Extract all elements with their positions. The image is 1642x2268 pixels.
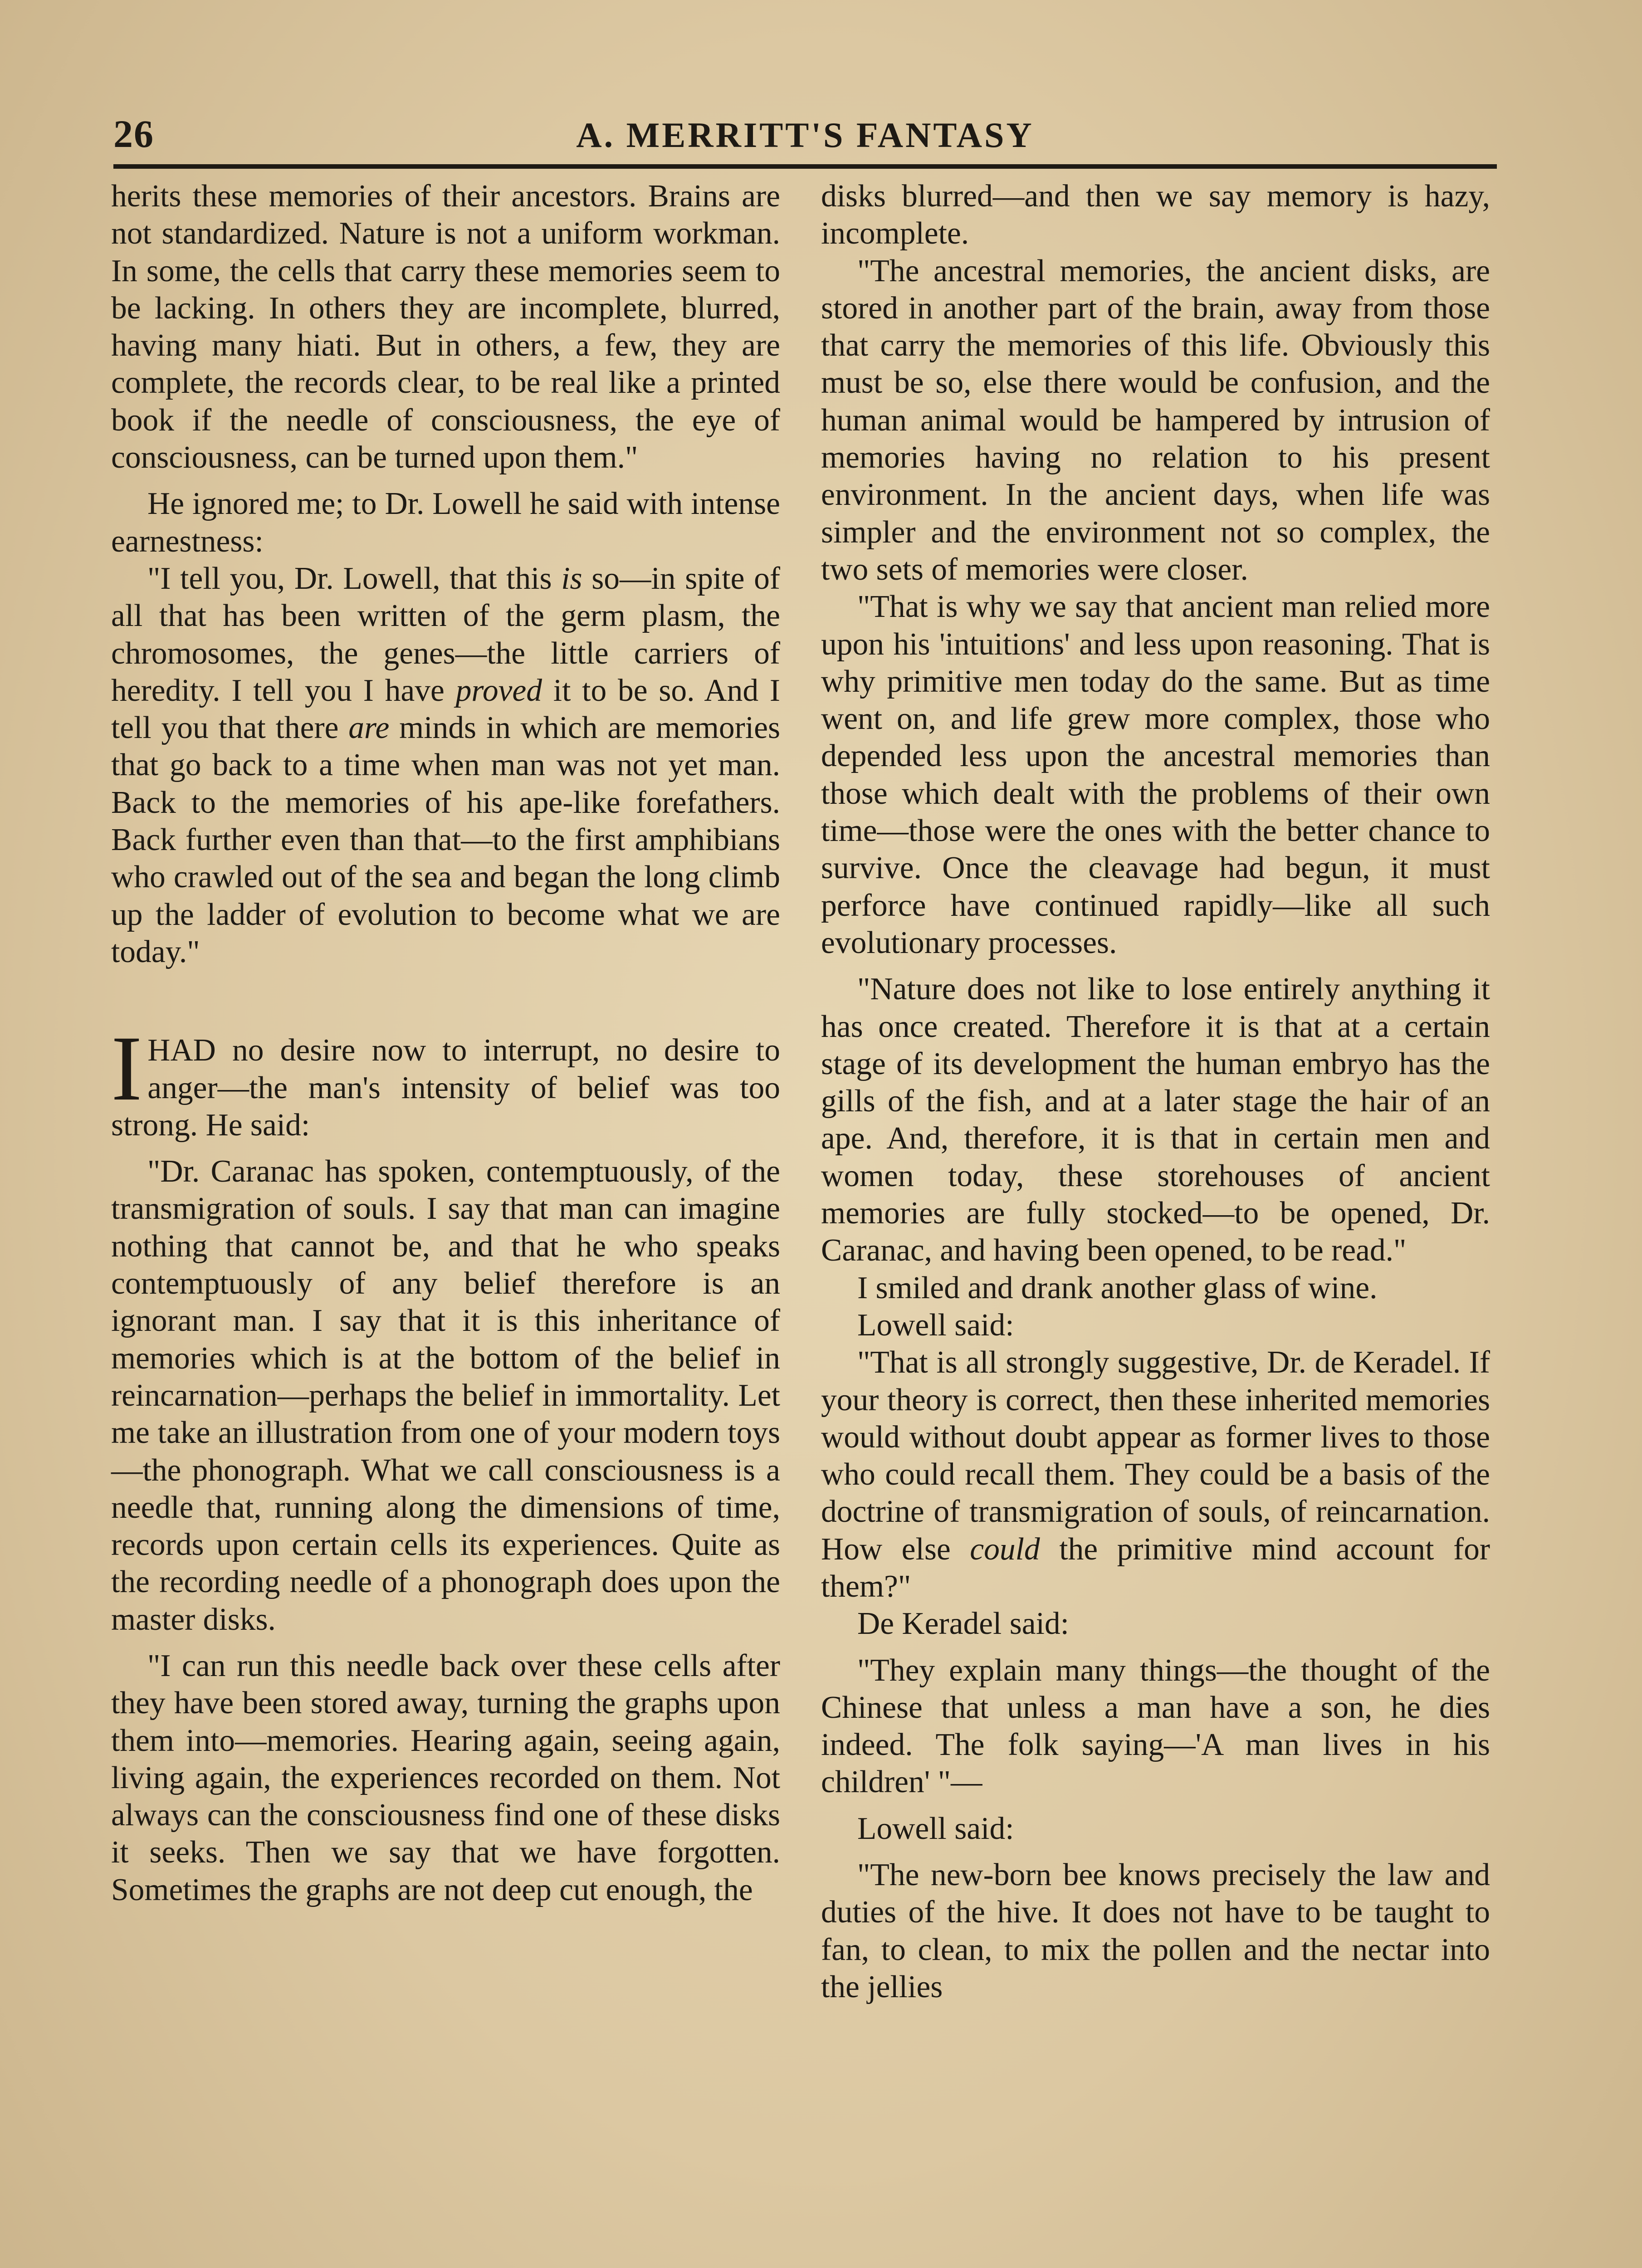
italic-text: could [970, 1531, 1040, 1567]
paragraph: herits these memories of their ancestors. Brains are not standardized. Nature is not a uniform workman. In some, the cells that carry these memories seem to be lacking. In others they are incomplete, blurred, having many hiati. But in others, a few, they are complete, the records clear, to be real like a printed book if the needle of consciousness, the eye of consciousness, can be turned upon them." [111, 179, 780, 475]
text-run: "That is all strongly suggestive, Dr. de Keradel. If your theory is correct, then these inherited memories would without doubt appear as former lives to those who could recall them. They could be a basis of the doctrine of transmigration of souls, of reincarnation. How else [821, 1345, 1490, 1567]
drop-cap: I [111, 1017, 142, 1120]
right-column [821, 178, 1490, 2006]
paragraph: "That is why we say that ancient man relied more upon his 'intuitions' and less upon reasoning. That is why primitive men today do the same. But as time went on, and life grew more complex, those who depended less upon the ancestral memories than those which dealt with the problems of their own time—those were the ones with the better chance to survive. Once the cleavage had begun, it must perforce have continued rapidly—like all such evolutionary processes. [821, 589, 1490, 960]
section-opening-paragraph [111, 1017, 780, 1144]
paragraph: He ignored me; to Dr. Lowell he said with intense earnestness: [111, 486, 780, 559]
italic-text: is [561, 561, 582, 596]
header-rule [113, 164, 1497, 169]
page-header [113, 107, 1497, 161]
text-run: minds in which are memories that go back to a time when man was not yet man. Back to the memories of his ape-like forefathers. Back further even than that—to the first amphibians who crawled out of the sea and began the long climb up the ladder of evolution to become what we are today." [111, 710, 780, 969]
text-run: the primitive mind account for them?" [821, 1531, 1491, 1604]
paragraph: "The ancestral memories, the ancient disks, are stored in another part of the brain, away from those that carry the memories of this life. Obviously this must be so, else there would be confusion, and the human animal would be hampered by intrusion of memories having no relation to his present environment. In the ancient days, when life was simpler and the environment not so complex, the two sets of memories were closer. [821, 253, 1490, 587]
paragraph: De Keradel said: [857, 1606, 1069, 1642]
paragraph: Lowell said: [857, 1307, 1014, 1343]
paragraph: "I can run this needle back over these cells after they have been stored away, turning the graphs upon them into—memories. Hearing again, seeing again, living again, the experiences recorded on them. Not always can the consciousness find one of these disks it seeks. Then we say that we have forgotten. Sometimes the graphs are not deep cut enough, the [111, 1648, 780, 1907]
paragraph: "Dr. Caranac has spoken, contemptuously, of the transmigration of souls. I say that man can imagine nothing that cannot be, and that he who speaks contemptuously of any belief therefore is an ignorant man. I say that it is this inheritance of memories which is at the bottom of the belief in reincarnation—perhaps the belief in immortality. Let me take an illustration from one of your modern toys—the phonograph. What we call consciousness is a needle that, running along the dimensions of time, records upon certain cells its experiences. Quite as the recording needle of a phonograph does upon the master disks. [111, 1154, 780, 1637]
text-run: so—in spite of all that has been written of the germ plasm, the chromosomes, the genes—the little carriers of heredity. I tell you I have [111, 561, 781, 708]
running-title: A. MERRITT'S FANTASY [576, 115, 1034, 155]
paragraph: disks blurred—and then we say memory is hazy, incomplete. [821, 179, 1490, 251]
paragraph: I smiled and drank another glass of wine. [857, 1270, 1378, 1305]
paragraph [111, 560, 780, 971]
paragraph: "They explain many things—the thought of the Chinese that unless a man have a son, he dies indeed. The folk saying—'A man lives in his children' "— [821, 1652, 1490, 1800]
italic-text: are [348, 710, 390, 746]
text-run: it to be so. And I tell you that there [111, 673, 781, 746]
paragraph: "The new-born bee knows precisely the law and duties of the hive. It does not have to be taught to fan, to clean, to mix the pollen and the nectar into the jellies [821, 1857, 1490, 2004]
text-run: HAD no desire now to interrupt, no desire to anger—the man's intensity of belief was too strong. He said: [111, 1033, 780, 1143]
paragraph [821, 1344, 1490, 1605]
left-column [111, 178, 780, 1909]
paragraph: "Nature does not like to lose entirely anything it has once created. Therefore it is that at a certain stage of its development the human embryo has the gills of the fish, and at a later stage the hair of an ape. And, therefore, it is that in certain men and women today, these storehouses of ancient memories are fully stocked—to be opened, Dr. Caranac, and having been opened, to be read." [821, 972, 1490, 1268]
page-number: 26 [113, 112, 154, 156]
italic-text: proved [455, 673, 542, 708]
paragraph: Lowell said: [857, 1811, 1014, 1846]
text-run: "I tell you, Dr. Lowell, that this [147, 561, 562, 596]
